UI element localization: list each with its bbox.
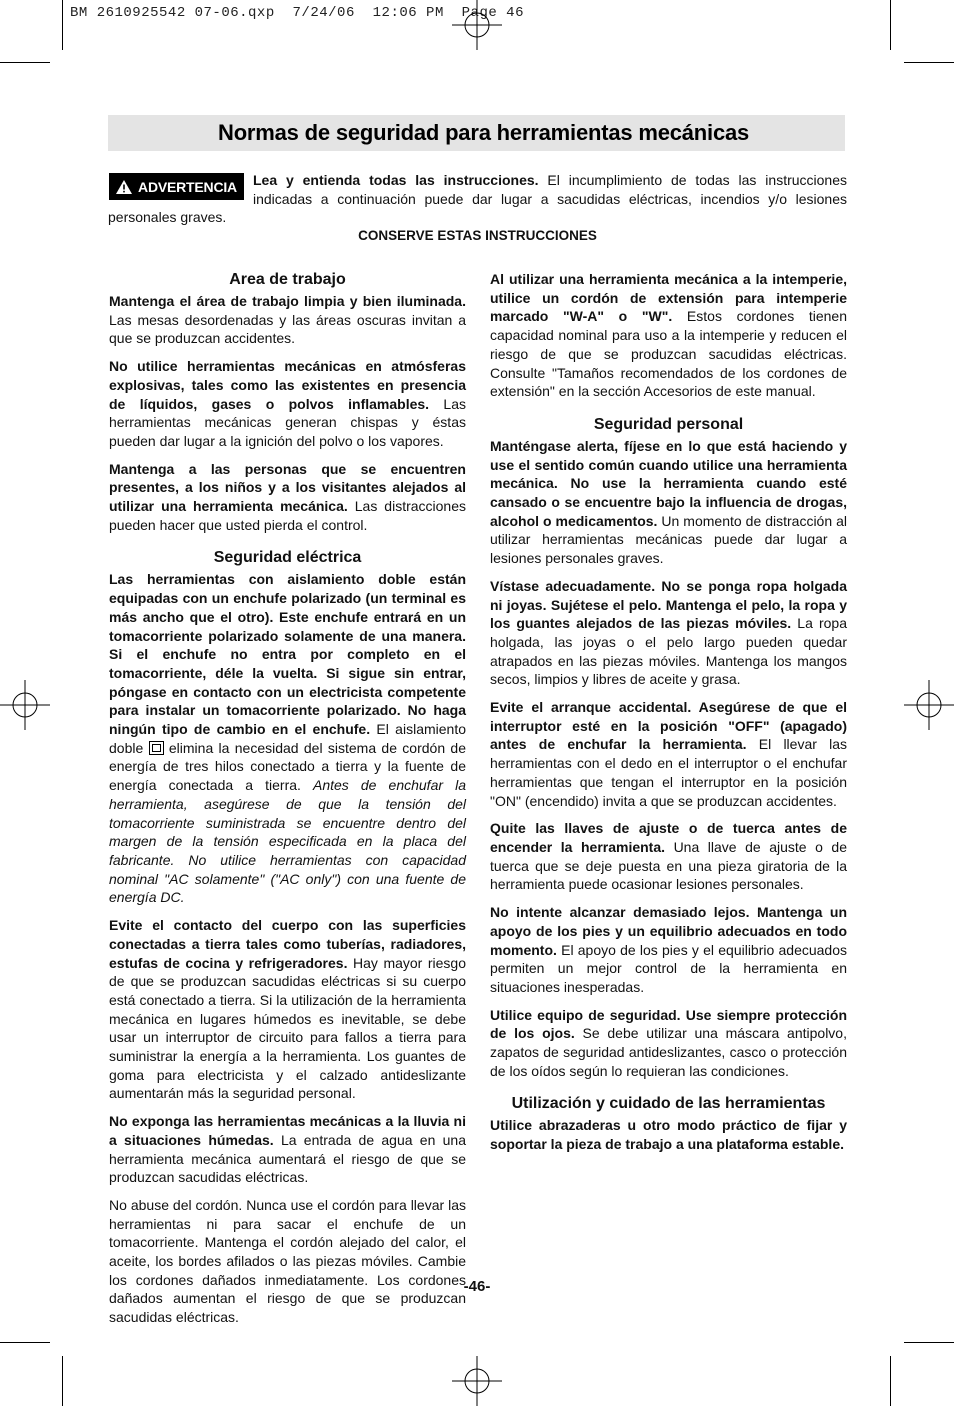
paragraph: Evite el contacto del cuerpo con las superficies conectadas a tierra tales como tuberías, radiadores, estufas de cocina y refrigeradores. Hay mayor riesgo de que se produzcan sacudidas eléctricas si su cuerpo está conectado a tierra. Si la utilización de la herramienta mecánica en lugares húmedos es inevitable, se debe usar un interruptor de circuito para fallos a tierra para suministrar la energía a la herramienta. Los guantes de goma para electricista y el calzado antideslizante aumentarán más la seguridad personal. xyxy=(109,917,467,1102)
paragraph: Mantenga a las personas que se encuentren presentes, a los niños y a los visitantes alejados al utilizar una herramienta mecánica. Las distracciones pueden hacer que usted pierda el control. xyxy=(109,460,466,533)
paragraph: No abuse del cordón. Nunca use el cordón para llevar las herramientas ni para sacar el enchufe de un tomacorriente. Mantenga el cordón alejado del calor, el aceite, los bordes afilados o las piezas móviles. Cambie los cordones dañados inmediatamente. Los cordones dañados aumentan el riesgo de que se produzcan sacudidas eléctricas. xyxy=(109,1196,466,1326)
crop-mark xyxy=(0,62,50,63)
warning-text xyxy=(108,171,847,227)
page-number: -46- xyxy=(463,1278,491,1295)
crop-mark xyxy=(62,1356,63,1406)
left-column xyxy=(109,270,466,1336)
paragraph: No intente alcanzar demasiado lejos. Mantenga un apoyo de los pies y un equilibrio adecuados en todo momento. El apoyo de los pies y el equilibrio adecuados permiten un mejor control de la herramienta en situaciones inesperadas. xyxy=(490,904,847,995)
heading-seguridad-electrica: Seguridad eléctrica xyxy=(213,549,362,567)
registration-mark-icon xyxy=(452,1356,502,1406)
paragraph: No exponga las herramientas mecánicas a la lluvia ni a situaciones húmedas. La entrada de agua en una herramienta mecánica aumentará el riesgo de que se produzcan sacudidas eléctricas. xyxy=(109,1113,466,1186)
crop-mark xyxy=(0,1342,50,1343)
double-insulation-icon xyxy=(149,741,164,755)
heading-seguridad-personal: Seguridad personal xyxy=(593,415,744,433)
paragraph: Utilice abrazaderas u otro modo práctico de fijar y soportar la pieza de trabajo a una plataforma estable. xyxy=(490,1117,847,1153)
warning-body: El incumplimiento de todas las instrucciones indicadas a continuación puede dar lugar a sacudidas eléctricas, incendios y/o lesiones personales graves. xyxy=(108,172,848,225)
page-title: Normas de seguridad para herramientas mecánicas xyxy=(218,120,750,145)
paragraph: Quite las llaves de ajuste o de tuerca antes de encender la herramienta. Una llave de ajuste o de tuerca que se deje puesta en una pieza giratoria de la herramienta puede ocasionar lesiones personales. xyxy=(490,820,847,893)
crop-mark xyxy=(890,0,891,50)
paragraph: Mantenga el área de trabajo limpia y bien iluminada. Las mesas desordenadas y las áreas oscuras invitan a que se produzcan accidentes. xyxy=(109,293,466,347)
paragraph: Al utilizar una herramienta mecánica a la intemperie, utilice un cordón de extensión para intemperie marcado "W-A" o "W". Estos cordones tienen capacidad nominal para uso a la intemperie y reducen el riesgo de que se produzcan sacudidas eléctricas. Consulte "Tamaños recomendados de los cordones de extensión" en la sección Accesorios de este manual. xyxy=(490,271,847,400)
heading-area-de-trabajo: Area de trabajo xyxy=(229,271,346,288)
right-column xyxy=(490,270,847,1163)
crop-mark xyxy=(904,1342,954,1343)
paragraph: Vístase adecuadamente. No se ponga ropa holgada ni joyas. Sujétese el pelo. Mantenga el pelo, la ropa y los guantes alejados de las piezas móviles. La ropa holgada, las joyas o el pelo largo pueden quedar atrapados en las piezas móviles. Mantenga los mangos secos, limpios y libres de aceite y grasa. xyxy=(490,577,847,688)
printer-slug: BM 2610925542 07-06.qxp 7/24/06 12:06 PM Page 46 xyxy=(70,5,524,21)
heading-utilizacion-cuidado: Utilización y cuidado de las herramientas xyxy=(511,1095,826,1113)
registration-mark-icon xyxy=(904,680,954,730)
registration-mark-icon xyxy=(0,680,50,730)
crop-mark xyxy=(904,62,954,63)
warning-badge-label: ADVERTENCIA xyxy=(138,178,237,195)
crop-mark xyxy=(62,0,63,50)
paragraph: No utilice herramientas mecánicas en atmósferas explosivas, tales como las existentes en presencia de líquidos, gases o polvos inflamables. Las herramientas mecánicas generan chispas y éstas pueden dar lugar a la ignición del polvo o los vapores. xyxy=(109,358,466,449)
paragraph: Manténgase alerta, fíjese en lo que está haciendo y use el sentido común cuando utilice una herramienta mecánica. No use la herramienta cuando esté cansado o se encuentre bajo la influencia de drogas, alcohol o medicamentos. Un momento de distracción al utilizar herramientas mecánicas puede dar lugar a lesiones personales graves. xyxy=(490,437,847,567)
paragraph: Utilice equipo de seguridad. Use siempre protección de los ojos. Se debe utilizar una máscara antipolvo, zapatos de seguridad antideslizantes, casco o protección de los oídos según lo requieran las condiciones. xyxy=(490,1006,847,1079)
registration-mark-icon xyxy=(452,0,502,50)
warning-lead: Lea y entienda todas las instrucciones. xyxy=(253,172,539,188)
conserve-instructions: CONSERVE ESTAS INSTRUCCIONES xyxy=(358,228,597,243)
paragraph: Las herramientas con aislamiento doble están equipadas con un enchufe polarizado (un terminal es más ancho que el otro). Este enchufe entrará en un tomacorriente polarizado solamente de una manera. Si el enchufe no entra por completo en el tomacorriente, déle la vuelta. Si sigue sin entrar, póngase en contacto con un electricista competente para instalar un tomacorriente polarizado. No haga ningún tipo de cambio en el enchufe. El aislamiento doble elimina la necesidad del sistema de cordón de energía de tres hilos conectado a tierra y la fuente de energía conectada a tierra. Antes de enchufar la herramienta, asegúrese de que la tensión del tomacorriente suministrada se encuentre dentro del margen de la tensión especificada en la placa del fabricante. No utilice herramientas con capacidad nominal "AC solamente" ("AC only") con una fuente de energía DC. xyxy=(109,571,466,906)
title-bar xyxy=(108,115,845,151)
crop-mark xyxy=(890,1356,891,1406)
paragraph: Evite el arranque accidental. Asegúrese de que el interruptor esté en la posición "OFF" (apagado) antes de enchufar la herramienta. El llevar las herramientas con el dedo en el interruptor o el enchufar herramientas que tengan el interruptor en la posición "ON" (encendido) invita a que se produzcan accidentes. xyxy=(490,699,847,809)
